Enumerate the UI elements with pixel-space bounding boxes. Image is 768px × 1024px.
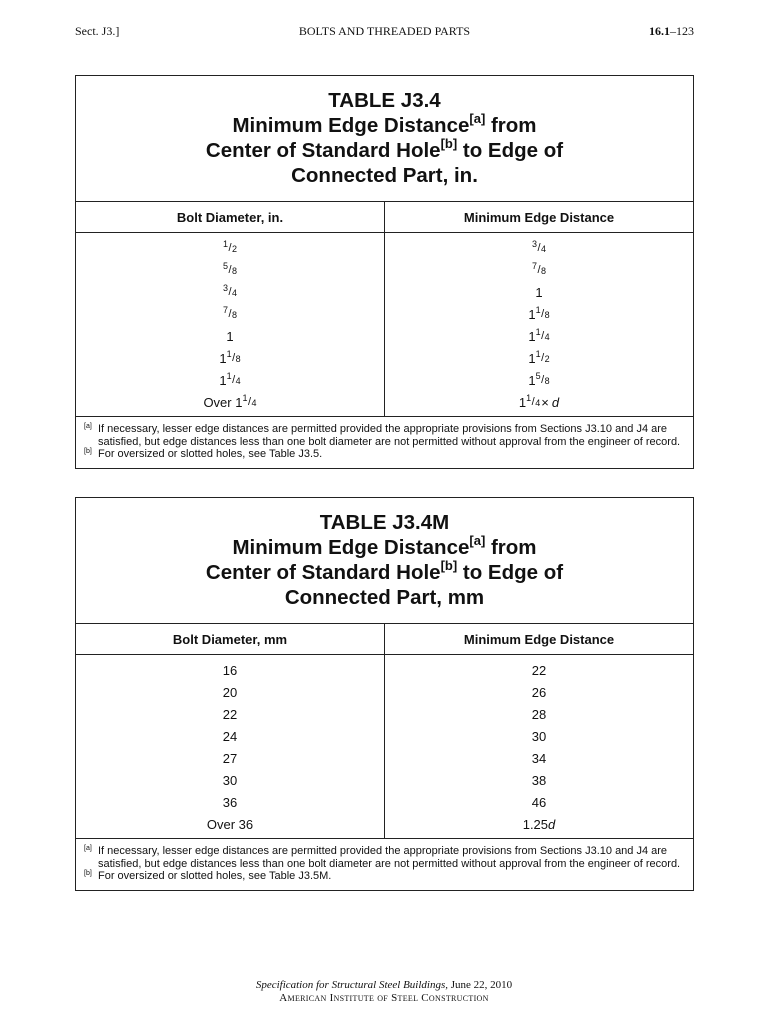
fraction-denominator: 8 — [235, 354, 241, 364]
footer-citation — [0, 979, 768, 992]
column-min-edge-distance — [385, 233, 693, 416]
fraction-denominator: 8 — [232, 310, 238, 320]
fraction-denominator: 8 — [541, 266, 547, 276]
table-cell — [385, 369, 693, 391]
fraction-denominator: 4 — [535, 398, 541, 408]
footnote-marker: [a] — [84, 423, 92, 430]
footnote-text: If necessary, lesser edge distances are permitted provided the appropriate provisions from Sections J3.10 and J4 are satisfied, but edge distances less than one bolt diameter are not permitted without approval from the engineer of record. — [98, 845, 681, 870]
table-title-line: Connected Part, in. — [291, 164, 478, 187]
column-bolt-diameter — [76, 655, 385, 838]
column-header-min-edge-distance: Minimum Edge Distance — [463, 209, 615, 225]
footnote — [84, 423, 685, 448]
table-cell — [385, 659, 693, 681]
column-header-bolt-diameter: Bolt Diameter, in. — [76, 202, 385, 232]
fraction-slash: / — [232, 374, 236, 386]
table-title — [76, 498, 693, 624]
cell-text: 16 — [222, 662, 238, 678]
table-cell — [76, 237, 384, 259]
table-cell — [385, 237, 693, 259]
fraction-slash: / — [537, 242, 541, 254]
table-cell — [76, 325, 384, 347]
fraction-denominator: 2 — [544, 354, 550, 364]
fraction-denominator: 8 — [544, 310, 550, 320]
table-title-line: TABLE J3.4 — [328, 89, 441, 112]
table-footnotes — [76, 417, 693, 468]
table-footnotes — [76, 839, 693, 890]
table-cell — [76, 391, 384, 413]
fraction-numerator: 7 — [222, 305, 228, 315]
fraction-numerator: 1 — [242, 393, 248, 403]
column-min-edge-distance — [385, 655, 693, 838]
table-title-line: Minimum Edge Distance[a] from — [232, 111, 537, 137]
footnote-text: For oversized or slotted holes, see Table J3.5. — [98, 448, 323, 460]
cell-text: 46 — [531, 794, 547, 810]
footnote-marker: [b] — [84, 448, 92, 455]
table-cell — [76, 703, 384, 725]
column-header-bolt-diameter: Bolt Diameter, mm — [76, 624, 385, 654]
fraction-denominator: 4 — [235, 376, 241, 386]
fraction-denominator: 2 — [232, 244, 238, 254]
footnote-text: If necessary, lesser edge distances are permitted provided the appropriate provisions from Sections J3.10 and J4 are satisfied, but edge distances less than one bolt diameter are not permitted without approval from the engineer of record. — [98, 423, 681, 448]
footer-date: June 22, 2010 — [448, 979, 513, 991]
table-cell — [76, 303, 384, 325]
whole-number: 1 — [535, 284, 543, 300]
variable-d: d — [551, 394, 560, 410]
fraction-slash: / — [541, 330, 545, 342]
fraction-numerator: 1 — [222, 239, 228, 249]
table-cell — [76, 725, 384, 747]
fraction-slash: / — [531, 396, 535, 408]
footnote-ref-a: [a] — [469, 111, 486, 127]
fraction-slash: / — [537, 264, 541, 276]
fraction-numerator: 1 — [535, 305, 541, 315]
fraction-numerator: 3 — [531, 239, 537, 249]
footnote-ref-a: [a] — [469, 533, 486, 549]
table-title-line: Minimum Edge Distance[a] from — [232, 533, 537, 559]
page-number — [649, 24, 694, 39]
fraction-denominator: 8 — [544, 376, 550, 386]
page-number-spec: 16.1 — [649, 24, 670, 38]
table-cell — [76, 259, 384, 281]
footnote-ref-b: [b] — [440, 136, 458, 152]
fraction-numerator: 3 — [222, 283, 228, 293]
table-j3-4m — [75, 497, 694, 891]
table-cell — [385, 325, 693, 347]
table-cell — [76, 791, 384, 813]
running-title: BOLTS AND THREADED PARTS — [298, 24, 471, 38]
fraction-denominator: 4 — [232, 288, 238, 298]
fraction-numerator: 1 — [226, 349, 232, 359]
fraction-slash: / — [541, 308, 545, 320]
fraction-numerator: 7 — [531, 261, 537, 271]
fraction-denominator: 4 — [251, 398, 257, 408]
whole-number: 1 — [528, 350, 536, 366]
table-cell — [76, 347, 384, 369]
table-body — [76, 233, 693, 417]
footnote-ref-b: [b] — [440, 558, 458, 574]
table-title-line: Center of Standard Hole[b] to Edge of — [205, 136, 564, 162]
footnote — [84, 448, 685, 461]
cell-text: 26 — [531, 684, 547, 700]
page-footer — [0, 979, 768, 1005]
table-cell — [76, 281, 384, 303]
table-title — [76, 76, 693, 202]
table-body — [76, 655, 693, 839]
footnote — [84, 845, 685, 870]
whole-number: 1 — [528, 328, 536, 344]
table-cell — [76, 747, 384, 769]
table-cell — [76, 369, 384, 391]
table-cell — [385, 281, 693, 303]
column-header-min-edge-distance: Minimum Edge Distance — [463, 631, 615, 647]
table-cell — [76, 659, 384, 681]
fraction-slash: / — [228, 264, 232, 276]
table-cell — [76, 769, 384, 791]
cell-text: 27 — [222, 750, 238, 766]
table-cell — [385, 769, 693, 791]
fraction-numerator: 1 — [226, 371, 232, 381]
footnote-marker: [a] — [84, 845, 92, 852]
table-cell — [385, 303, 693, 325]
whole-number: 1 — [226, 328, 234, 344]
fraction-numerator: 5 — [535, 371, 541, 381]
fraction-numerator: 1 — [535, 327, 541, 337]
whole-number: 1 — [528, 306, 536, 322]
table-cell — [385, 747, 693, 769]
cell-text: 24 — [222, 728, 238, 744]
table-cell — [385, 681, 693, 703]
fraction-slash: / — [232, 352, 236, 364]
fraction-denominator: 8 — [232, 266, 238, 276]
table-cell — [385, 703, 693, 725]
cell-text: 34 — [531, 750, 547, 766]
table-cell — [385, 813, 693, 835]
fraction-slash: / — [228, 286, 232, 298]
fraction-slash: / — [247, 396, 252, 408]
table-cell — [76, 681, 384, 703]
variable-d: d — [548, 816, 556, 832]
cell-text: 20 — [222, 684, 238, 700]
whole-number: 1 — [518, 394, 527, 410]
cell-text: 22 — [531, 662, 547, 678]
table-cell — [385, 725, 693, 747]
whole-number: 1 — [528, 372, 536, 388]
fraction-denominator: 4 — [541, 244, 547, 254]
whole-number: 1 — [219, 350, 227, 366]
fraction-slash: / — [228, 242, 232, 254]
footnote — [84, 870, 685, 883]
fraction-denominator: 4 — [544, 332, 550, 342]
whole-number: 1 — [219, 372, 227, 388]
section-reference: Sect. J3.] — [75, 24, 120, 38]
times-sign: × — [541, 394, 549, 410]
cell-text: 36 — [222, 794, 238, 810]
table-cell — [385, 791, 693, 813]
footnote-marker: [b] — [84, 870, 92, 877]
table-title-line: Connected Part, mm — [284, 586, 485, 609]
fraction-numerator: 1 — [526, 393, 532, 403]
footer-organization: American Institute of Steel Construction — [279, 992, 489, 1004]
table-cell — [385, 259, 693, 281]
table-header-row — [76, 202, 693, 233]
table-cell — [385, 391, 693, 413]
fraction-numerator: 1 — [535, 349, 541, 359]
cell-text: Over 36 — [206, 816, 254, 832]
cell-text: 30 — [222, 772, 238, 788]
table-title-line: TABLE J3.4M — [319, 511, 450, 534]
cell-text: 30 — [531, 728, 547, 744]
table-header-row — [76, 624, 693, 655]
table-cell — [76, 813, 384, 835]
fraction-numerator: 5 — [222, 261, 228, 271]
column-bolt-diameter — [76, 233, 385, 416]
table-title-line: Center of Standard Hole[b] to Edge of — [205, 558, 564, 584]
footer-spec-title: Specification for Structural Steel Buildings, — [255, 979, 448, 991]
cell-text: 1.25 — [522, 816, 549, 832]
fraction-slash: / — [541, 374, 545, 386]
fraction-slash: / — [541, 352, 545, 364]
cell-text: 38 — [531, 772, 547, 788]
cell-text: Over 1 — [203, 394, 243, 410]
cell-text: 22 — [222, 706, 238, 722]
page-number-rest: –123 — [670, 24, 694, 38]
footnote-text: For oversized or slotted holes, see Table J3.5M. — [98, 870, 332, 882]
table-cell — [385, 347, 693, 369]
running-head — [75, 24, 694, 42]
fraction-slash: / — [228, 308, 232, 320]
table-j3-4 — [75, 75, 694, 469]
cell-text: 28 — [531, 706, 547, 722]
